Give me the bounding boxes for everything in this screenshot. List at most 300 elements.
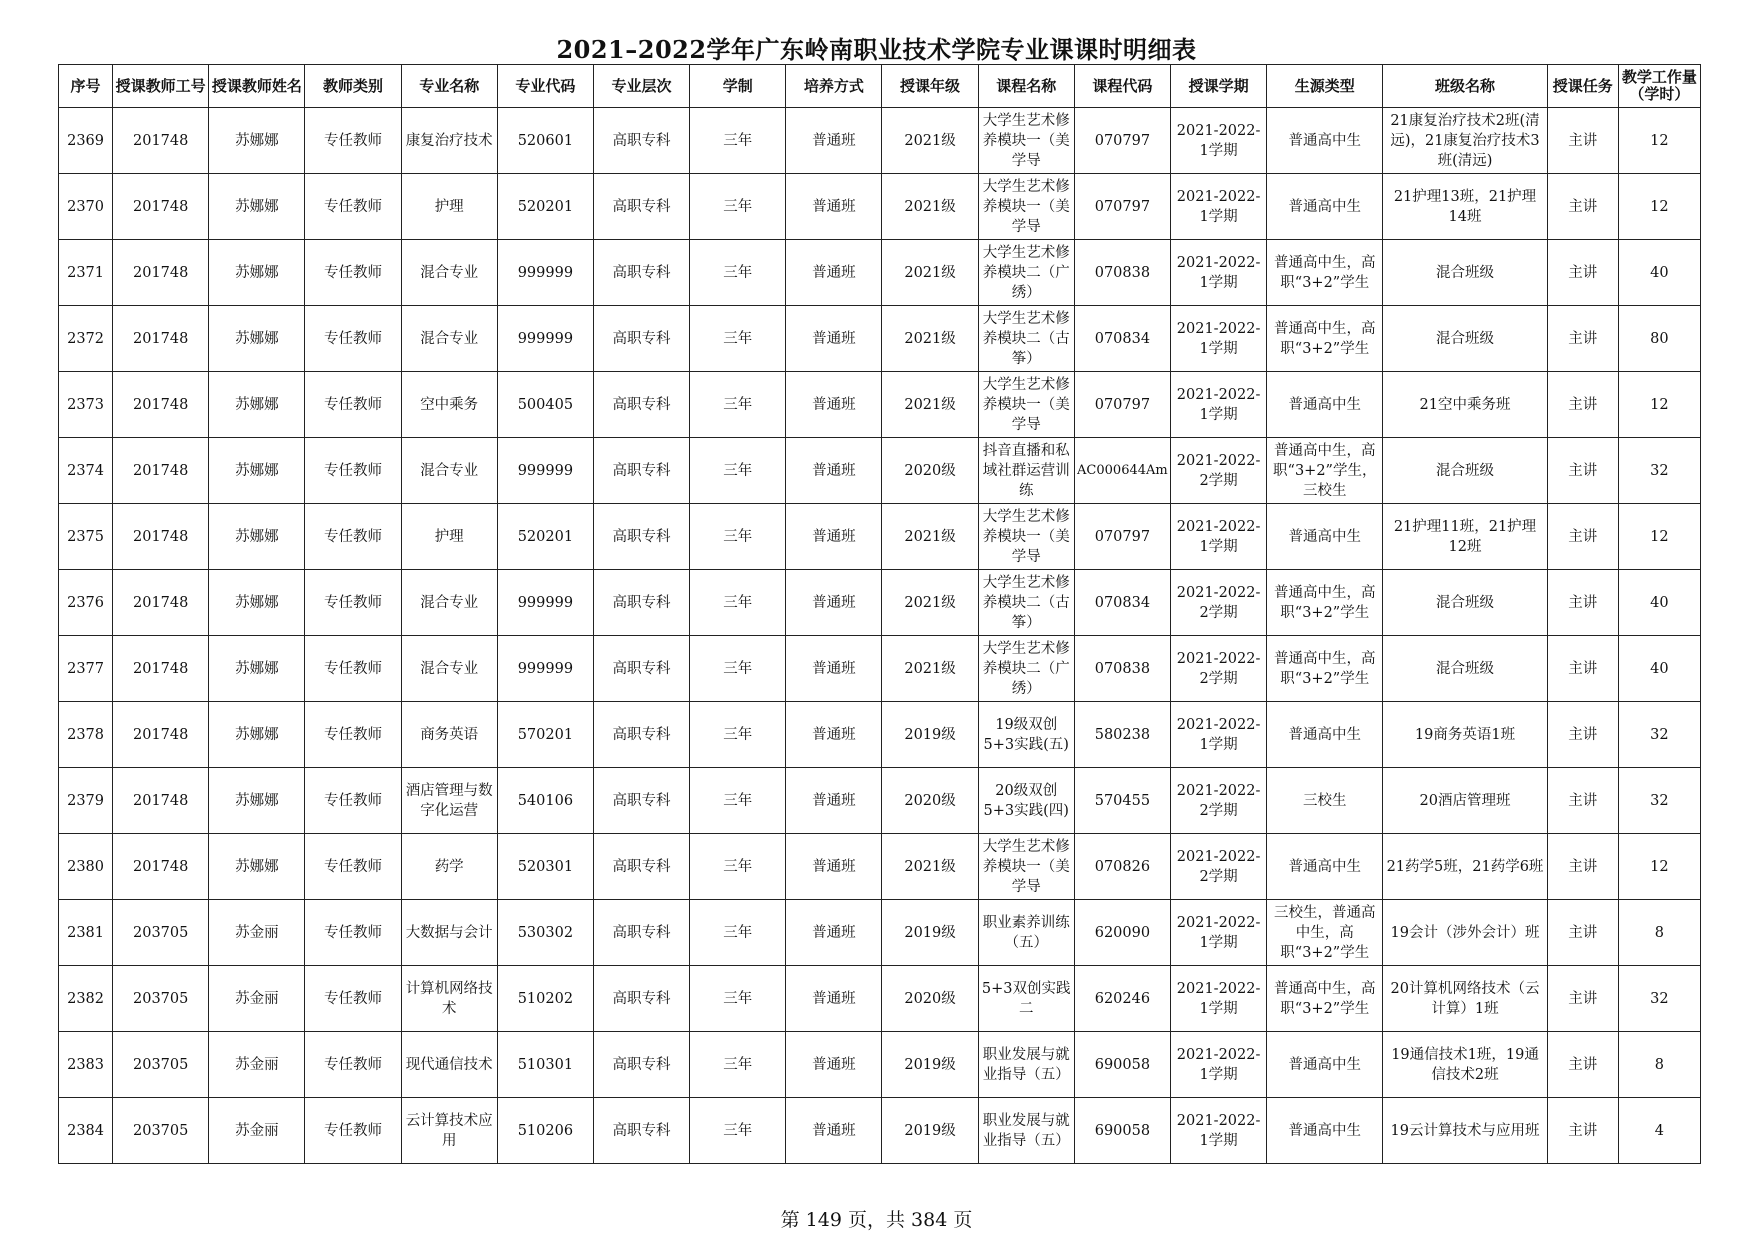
table-cell <box>59 966 113 1032</box>
table-cell <box>690 834 786 900</box>
cell-text: 690058 <box>1094 1122 1151 1139</box>
cell-text: 主讲 <box>1568 726 1598 743</box>
table-cell <box>1383 768 1547 834</box>
page-footer: 第 149 页，共 384 页 <box>780 1209 973 1231</box>
table-cell <box>401 372 497 438</box>
table-cell <box>882 108 978 174</box>
cell-text: 混合班级 <box>1436 330 1494 347</box>
table-cell <box>209 306 305 372</box>
table-cell <box>1170 570 1266 636</box>
table-cell <box>59 108 113 174</box>
cell-text: 苏娜娜 <box>235 792 279 809</box>
cell-text: 高职专科 <box>612 396 671 413</box>
cell-text: 高职专科 <box>612 792 671 809</box>
cell-text: 高职专科 <box>612 264 671 281</box>
table-cell <box>882 636 978 702</box>
cell-text: 12 <box>1650 528 1669 545</box>
cell-text: 2021级 <box>904 198 956 215</box>
table-cell <box>978 966 1074 1032</box>
table-cell <box>1618 174 1700 240</box>
cell-text: 070838 <box>1094 264 1151 281</box>
table-cell <box>1547 900 1618 966</box>
table-cell <box>59 174 113 240</box>
table-cell <box>497 438 593 504</box>
table-cell <box>209 636 305 702</box>
cell-text: 32 <box>1650 990 1669 1007</box>
table-cell <box>1170 900 1266 966</box>
table-cell <box>305 1032 401 1098</box>
cell-text: 普通班 <box>812 858 856 875</box>
cell-text: 专任教师 <box>324 264 383 281</box>
table-cell <box>1547 570 1618 636</box>
cell-text: 职业发展与就业指导（五） <box>982 1046 1070 1083</box>
cell-text: 19通信技术1班，19通信技术2班 <box>1391 1046 1539 1083</box>
cell-text: 201748 <box>133 132 189 149</box>
table-cell <box>1267 636 1383 702</box>
cell-text: 康复治疗技术 <box>405 132 493 149</box>
cell-text: 2021-2022-1学期 <box>1176 518 1261 555</box>
cell-text: 201748 <box>133 660 189 677</box>
cell-text: 主讲 <box>1568 132 1598 149</box>
table-cell <box>497 900 593 966</box>
cell-text: 普通班 <box>812 462 856 479</box>
table-cell <box>690 1032 786 1098</box>
table-cell <box>59 768 113 834</box>
cell-text: 三年 <box>723 858 753 875</box>
header-row <box>59 65 1701 108</box>
table-cell <box>690 1098 786 1164</box>
cell-text: 2372 <box>67 330 104 347</box>
table-cell <box>593 306 689 372</box>
table-cell <box>1267 570 1383 636</box>
table-cell <box>882 570 978 636</box>
cell-text: 普通高中生 <box>1288 132 1361 149</box>
table-row <box>59 702 1701 768</box>
table-cell <box>1074 438 1170 504</box>
table-cell <box>1547 306 1618 372</box>
cell-text: 999999 <box>517 330 574 347</box>
table-cell <box>209 1032 305 1098</box>
table-cell <box>882 1098 978 1164</box>
cell-text: 2021-2022-1学期 <box>1176 1112 1261 1149</box>
cell-text: 专任教师 <box>324 594 383 611</box>
cell-text: 高职专科 <box>612 330 671 347</box>
cell-text: 32 <box>1650 726 1669 743</box>
cell-text: 商务英语 <box>420 726 479 743</box>
table-cell <box>209 372 305 438</box>
table-cell <box>690 570 786 636</box>
cell-text: 主讲 <box>1568 660 1598 677</box>
table-cell <box>1618 966 1700 1032</box>
cell-text: 2381 <box>67 924 104 941</box>
table-cell <box>1074 570 1170 636</box>
cell-text: 三年 <box>723 792 753 809</box>
cell-text: 高职专科 <box>612 924 671 941</box>
table-cell <box>690 636 786 702</box>
cell-text: 专任教师 <box>324 726 383 743</box>
table-row <box>59 108 1701 174</box>
table-cell <box>1547 966 1618 1032</box>
cell-text: 三校生 <box>1303 792 1347 809</box>
cell-text: 普通班 <box>812 330 856 347</box>
table-cell <box>978 834 1074 900</box>
cell-text: 普通班 <box>812 396 856 413</box>
cell-text: 21康复治疗技术2班(清远)，21康复治疗技术3班(清远) <box>1390 112 1540 169</box>
cell-text: 主讲 <box>1568 858 1598 875</box>
cell-text: 201748 <box>133 462 189 479</box>
cell-text: 2019级 <box>904 1056 956 1073</box>
table-cell <box>786 900 882 966</box>
column-header: 课程名称 <box>978 65 1074 108</box>
table-cell <box>1267 438 1383 504</box>
table-cell <box>786 636 882 702</box>
column-header: 培养方式 <box>786 65 882 108</box>
table-cell <box>209 240 305 306</box>
table-cell <box>113 174 209 240</box>
cell-text: 苏娜娜 <box>235 594 279 611</box>
cell-text: 普通班 <box>812 792 856 809</box>
table-body <box>59 108 1701 1164</box>
cell-text: 2378 <box>67 726 104 743</box>
cell-text: 护理 <box>434 198 464 215</box>
cell-text: 三年 <box>723 462 753 479</box>
table-cell <box>593 1098 689 1164</box>
table-cell <box>786 1098 882 1164</box>
cell-text: 混合专业 <box>420 660 479 677</box>
table-cell <box>1618 636 1700 702</box>
cell-text: 混合班级 <box>1436 660 1494 677</box>
cell-text: 混合班级 <box>1436 462 1494 479</box>
cell-text: 苏娜娜 <box>235 396 279 413</box>
table-cell <box>209 834 305 900</box>
table-cell <box>497 504 593 570</box>
table-cell <box>1074 1098 1170 1164</box>
cell-text: 普通高中生 <box>1288 528 1361 545</box>
table-cell <box>593 900 689 966</box>
cell-text: 2021级 <box>904 132 956 149</box>
table-cell <box>1383 570 1547 636</box>
cell-text: 2377 <box>67 660 104 677</box>
cell-text: 三年 <box>723 198 753 215</box>
cell-text: 普通班 <box>812 198 856 215</box>
table-cell <box>593 372 689 438</box>
cell-text: 2021级 <box>904 660 956 677</box>
cell-text: 201748 <box>133 726 189 743</box>
table-cell <box>690 966 786 1032</box>
table-cell <box>690 702 786 768</box>
table-cell <box>593 834 689 900</box>
cell-text: 201748 <box>133 594 189 611</box>
table-cell <box>305 570 401 636</box>
table-cell <box>978 570 1074 636</box>
table-cell <box>1547 372 1618 438</box>
table-cell <box>113 900 209 966</box>
cell-text: 三年 <box>723 330 753 347</box>
cell-text: 三年 <box>723 990 753 1007</box>
table-cell <box>1170 768 1266 834</box>
cell-text: 2021级 <box>904 528 956 545</box>
table-cell <box>209 438 305 504</box>
cell-text: 070797 <box>1094 528 1151 545</box>
table-cell <box>1618 372 1700 438</box>
table-cell <box>1170 1098 1266 1164</box>
table-cell <box>209 108 305 174</box>
cell-text: 2380 <box>67 858 104 875</box>
column-header: 课程代码 <box>1074 65 1170 108</box>
cell-text: 高职专科 <box>612 594 671 611</box>
cell-text: 2021-2022-1学期 <box>1176 254 1261 291</box>
column-header: 授课教师姓名 <box>209 65 305 108</box>
cell-text: 32 <box>1650 462 1669 479</box>
cell-text: 三年 <box>723 726 753 743</box>
table-cell <box>690 174 786 240</box>
cell-text: 2021-2022-2学期 <box>1176 848 1261 885</box>
cell-text: 苏娜娜 <box>235 330 279 347</box>
cell-text: 高职专科 <box>612 198 671 215</box>
cell-text: 三年 <box>723 132 753 149</box>
table-cell <box>113 1098 209 1164</box>
cell-text: 高职专科 <box>612 990 671 1007</box>
table-cell <box>1074 174 1170 240</box>
cell-text: 主讲 <box>1568 528 1598 545</box>
table-cell <box>1267 1032 1383 1098</box>
cell-text: 高职专科 <box>612 132 671 149</box>
table-cell <box>209 1098 305 1164</box>
cell-text: 201748 <box>133 792 189 809</box>
table-cell <box>593 636 689 702</box>
cell-text: 高职专科 <box>612 726 671 743</box>
table-cell <box>59 372 113 438</box>
table-row <box>59 438 1701 504</box>
table-cell <box>1267 372 1383 438</box>
table-cell <box>1383 174 1547 240</box>
table-cell <box>1267 306 1383 372</box>
table-cell <box>305 1098 401 1164</box>
table-cell <box>1547 636 1618 702</box>
cell-text: 12 <box>1650 132 1669 149</box>
table-cell <box>59 504 113 570</box>
cell-text: 201748 <box>133 858 189 875</box>
cell-text: 三校生，普通高中生，高职“3+2”学生 <box>1274 904 1376 961</box>
cell-text: 普通高中生 <box>1288 396 1361 413</box>
cell-text: 普通高中生，高职“3+2”学生 <box>1274 254 1376 291</box>
cell-text: 40 <box>1650 264 1669 281</box>
cell-text: 2376 <box>67 594 104 611</box>
table-cell <box>1547 438 1618 504</box>
cell-text: 201748 <box>133 330 189 347</box>
table-cell <box>1383 900 1547 966</box>
table-cell <box>786 504 882 570</box>
table-cell <box>1383 834 1547 900</box>
table-cell <box>593 1032 689 1098</box>
table-cell <box>1383 438 1547 504</box>
cell-text: 普通高中生，高职“3+2”学生，三校生 <box>1273 442 1377 499</box>
table-cell <box>1267 240 1383 306</box>
table-cell <box>59 636 113 702</box>
cell-text: 苏娜娜 <box>235 726 279 743</box>
cell-text: 专任教师 <box>324 1056 383 1073</box>
table-cell <box>401 240 497 306</box>
cell-text: 8 <box>1654 924 1664 941</box>
table-cell <box>1547 240 1618 306</box>
table-cell <box>113 372 209 438</box>
cell-text: 20酒店管理班 <box>1419 792 1511 809</box>
table-cell <box>113 438 209 504</box>
table-cell <box>593 570 689 636</box>
table-cell <box>1170 438 1266 504</box>
cell-text: 070797 <box>1094 198 1151 215</box>
table-cell <box>978 108 1074 174</box>
table-cell <box>978 1032 1074 1098</box>
cell-text: 主讲 <box>1568 792 1598 809</box>
table-cell <box>882 768 978 834</box>
cell-text: 普通高中生，高职“3+2”学生 <box>1274 650 1376 687</box>
cell-text: 20计算机网络技术（云计算）1班 <box>1390 980 1540 1017</box>
cell-text: 大学生艺术修养模块一（美学导 <box>982 112 1070 169</box>
table-cell <box>401 1098 497 1164</box>
table-cell <box>882 702 978 768</box>
cell-text: 19级双创5+3实践(五) <box>983 716 1069 753</box>
table-cell <box>786 768 882 834</box>
cell-text: 999999 <box>517 264 574 281</box>
column-header: 授课年级 <box>882 65 978 108</box>
table-cell <box>882 1032 978 1098</box>
cell-text: 普通班 <box>812 132 856 149</box>
cell-text: 主讲 <box>1568 198 1598 215</box>
cell-text: 510301 <box>517 1056 574 1073</box>
table-cell <box>1170 966 1266 1032</box>
cell-text: 070797 <box>1094 396 1151 413</box>
table-cell <box>497 240 593 306</box>
table-cell <box>690 900 786 966</box>
table-row <box>59 834 1701 900</box>
cell-text: 2373 <box>67 396 104 413</box>
cell-text: 510206 <box>517 1122 574 1139</box>
cell-text: 苏娜娜 <box>235 198 279 215</box>
cell-text: 药学 <box>434 858 464 875</box>
table-cell <box>978 1098 1074 1164</box>
cell-text: 苏娜娜 <box>235 858 279 875</box>
table-cell <box>978 636 1074 702</box>
table-cell <box>497 966 593 1032</box>
cell-text: 高职专科 <box>612 1122 671 1139</box>
cell-text: 2383 <box>67 1056 104 1073</box>
cell-text: 2020级 <box>904 462 956 479</box>
table-cell <box>401 702 497 768</box>
table-cell <box>1618 570 1700 636</box>
table-cell <box>113 504 209 570</box>
cell-text: 主讲 <box>1568 990 1598 1007</box>
cell-text: 570201 <box>517 726 574 743</box>
cell-text: 大学生艺术修养模块一（美学导 <box>982 178 1070 235</box>
table-cell <box>1170 1032 1266 1098</box>
cell-text: 职业发展与就业指导（五） <box>982 1112 1070 1149</box>
cell-text: 护理 <box>434 528 464 545</box>
cell-text: 070834 <box>1094 330 1151 347</box>
table-cell <box>401 570 497 636</box>
table-cell <box>1383 372 1547 438</box>
table-cell <box>978 306 1074 372</box>
table-cell <box>113 240 209 306</box>
table-cell <box>690 438 786 504</box>
cell-text: 普通高中生，高职“3+2”学生 <box>1274 980 1376 1017</box>
cell-text: 专任教师 <box>324 990 383 1007</box>
table-cell <box>59 702 113 768</box>
cell-text: 高职专科 <box>612 858 671 875</box>
table-cell <box>1267 900 1383 966</box>
cell-text: 2021-2022-1学期 <box>1176 980 1261 1017</box>
table-cell <box>1547 702 1618 768</box>
cell-text: 大学生艺术修养模块二（广绣） <box>982 640 1070 697</box>
cell-text: 80 <box>1650 330 1669 347</box>
cell-text: 2370 <box>67 198 104 215</box>
cell-text: 专任教师 <box>324 660 383 677</box>
table-cell <box>690 108 786 174</box>
table-cell <box>1074 1032 1170 1098</box>
cell-text: 530302 <box>517 924 574 941</box>
table-cell <box>882 372 978 438</box>
column-header: 班级名称 <box>1383 65 1547 108</box>
column-header: 教学工作量（学时） <box>1618 65 1700 108</box>
table-cell <box>786 570 882 636</box>
table-cell <box>786 108 882 174</box>
column-header: 专业层次 <box>593 65 689 108</box>
cell-text: 070826 <box>1094 858 1151 875</box>
cell-text: 2021-2022-1学期 <box>1176 914 1261 951</box>
cell-text: 21药学5班，21药学6班 <box>1386 858 1544 875</box>
page-title: 2021–2022学年广东岭南职业技术学院专业课课时明细表 <box>556 35 1197 64</box>
table-cell <box>209 768 305 834</box>
cell-text: 2374 <box>67 462 104 479</box>
table-row <box>59 570 1701 636</box>
table-cell <box>882 306 978 372</box>
table-cell <box>113 306 209 372</box>
table-cell <box>1074 966 1170 1032</box>
table-cell <box>113 768 209 834</box>
table-cell <box>1267 768 1383 834</box>
table-cell <box>690 240 786 306</box>
table-cell <box>1618 834 1700 900</box>
table-cell <box>1267 966 1383 1032</box>
cell-text: 510202 <box>517 990 574 1007</box>
table-cell <box>882 174 978 240</box>
cell-text: 21护理11班，21护理12班 <box>1393 518 1537 555</box>
cell-text: 主讲 <box>1568 1056 1598 1073</box>
table-cell <box>1383 1032 1547 1098</box>
table-cell <box>497 570 593 636</box>
table-row <box>59 306 1701 372</box>
table-row <box>59 1032 1701 1098</box>
cell-text: 201748 <box>133 396 189 413</box>
cell-text: 混合专业 <box>420 594 479 611</box>
cell-text: 580238 <box>1094 726 1151 743</box>
table-cell <box>1170 504 1266 570</box>
table-row <box>59 372 1701 438</box>
cell-text: 2379 <box>67 792 104 809</box>
cell-text: 2021级 <box>904 594 956 611</box>
table-cell <box>1618 900 1700 966</box>
table-cell <box>1547 1098 1618 1164</box>
table-cell <box>401 768 497 834</box>
cell-text: 570455 <box>1094 792 1151 809</box>
table-cell <box>401 966 497 1032</box>
table-cell <box>497 108 593 174</box>
cell-text: 酒店管理与数字化运营 <box>405 782 493 819</box>
table-cell <box>305 966 401 1032</box>
table-cell <box>113 702 209 768</box>
table-cell <box>1267 174 1383 240</box>
cell-text: 520201 <box>517 528 574 545</box>
